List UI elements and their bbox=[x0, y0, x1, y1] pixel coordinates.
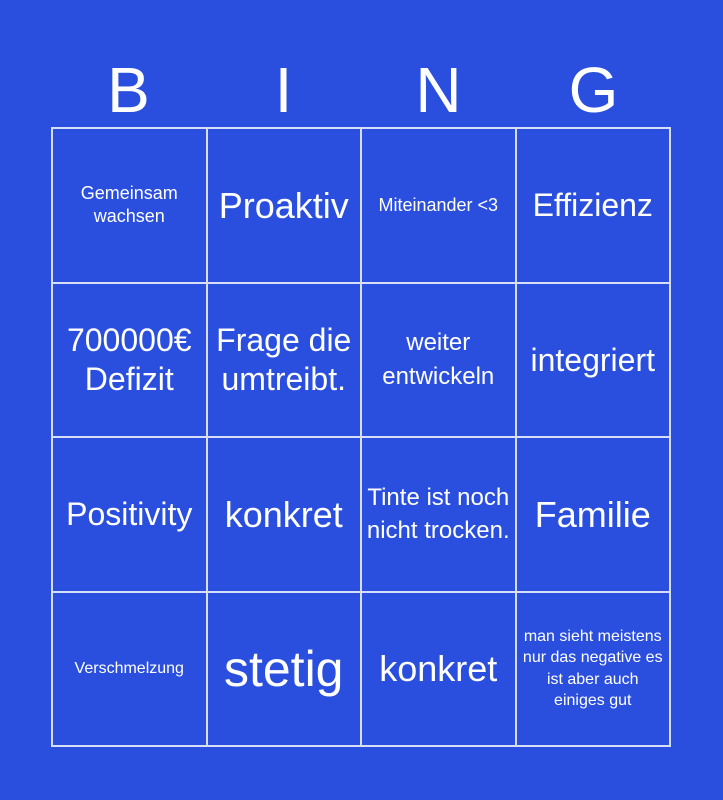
bingo-cell[interactable]: Familie bbox=[516, 437, 671, 592]
bingo-cell[interactable]: man sieht meistens nur das negative es ist aber auch einiges gut bbox=[516, 592, 671, 747]
bingo-cell[interactable]: integriert bbox=[516, 283, 671, 438]
bingo-cell[interactable]: weiter entwickeln bbox=[361, 283, 516, 438]
bingo-header bbox=[51, 55, 671, 125]
bingo-cell[interactable]: Effizienz bbox=[516, 128, 671, 283]
bingo-cell[interactable]: Proaktiv bbox=[207, 128, 362, 283]
bingo-cell[interactable]: Frage die umtreibt. bbox=[207, 283, 362, 438]
bingo-cell[interactable]: Positivity bbox=[52, 437, 207, 592]
header-letter-b: B bbox=[107, 54, 150, 126]
bingo-board bbox=[51, 127, 671, 747]
bingo-cell[interactable]: konkret bbox=[207, 437, 362, 592]
bingo-cell[interactable]: stetig bbox=[207, 592, 362, 747]
bingo-cell[interactable]: Miteinander <3 bbox=[361, 128, 516, 283]
bingo-cell[interactable]: konkret bbox=[361, 592, 516, 747]
header-letter-n: N bbox=[415, 54, 462, 126]
bingo-cell[interactable]: Gemeinsam wachsen bbox=[52, 128, 207, 283]
header-letter-g: G bbox=[568, 54, 619, 126]
bingo-cell[interactable]: Tinte ist noch nicht trocken. bbox=[361, 437, 516, 592]
bingo-cell[interactable]: 700000€ Defizit bbox=[52, 283, 207, 438]
bingo-cell[interactable]: Verschmelzung bbox=[52, 592, 207, 747]
header-letter-i: I bbox=[274, 54, 293, 126]
